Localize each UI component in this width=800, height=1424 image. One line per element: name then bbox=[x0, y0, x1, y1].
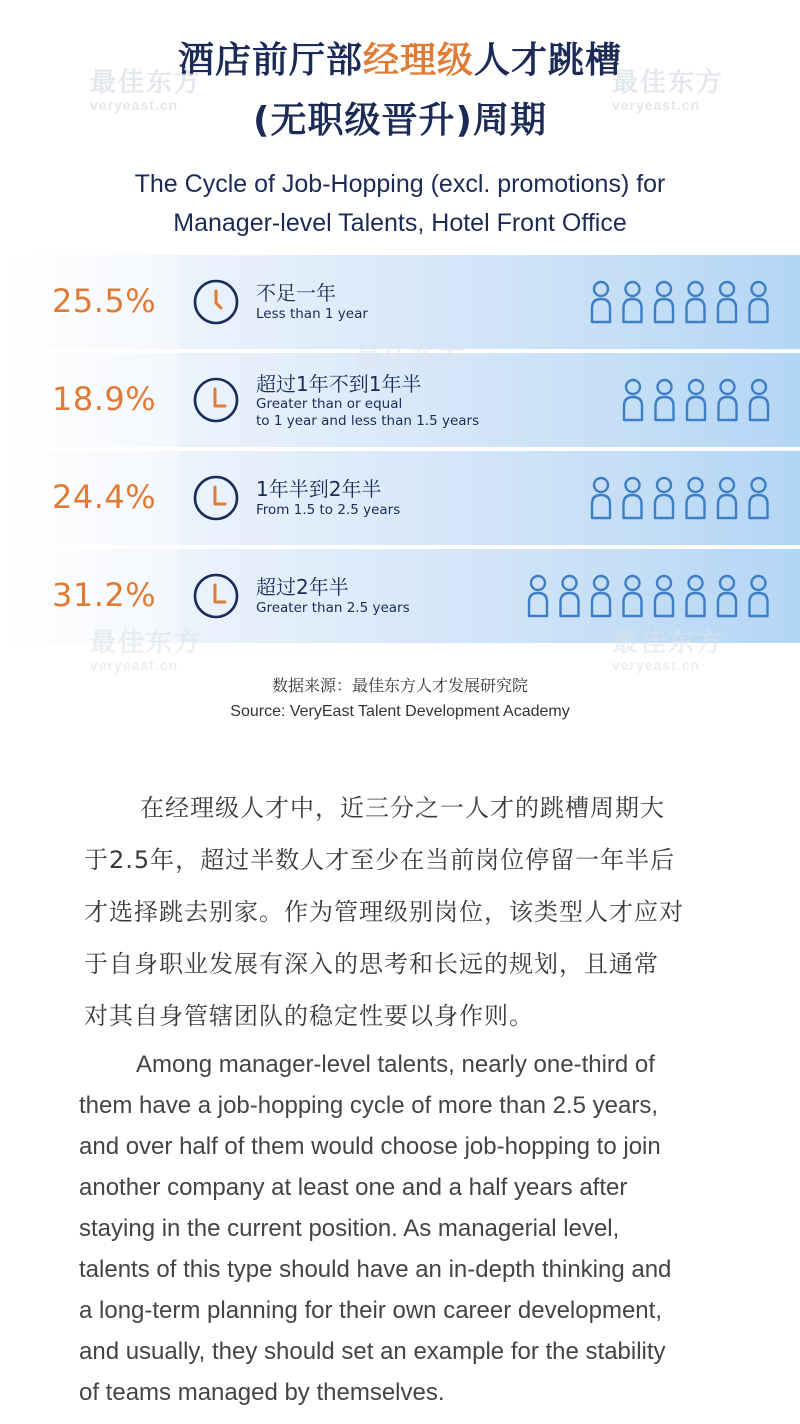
source-zh: 数据来源：最佳东方人才发展研究院 bbox=[271, 676, 528, 695]
paragraph-en-line: and over half of them would choose job-hopping to join bbox=[79, 1133, 661, 1160]
percentage-label: 25.5% bbox=[52, 282, 157, 320]
title-part-3: 人才跳槽 bbox=[474, 40, 623, 81]
category-label-en-line: to 1 year and less than 1.5 years bbox=[256, 413, 480, 429]
chart-row bbox=[0, 451, 800, 545]
paragraph-zh bbox=[84, 782, 744, 1042]
watermark-site: veryeast.cn bbox=[90, 657, 179, 673]
percentage-label: 31.2% bbox=[52, 576, 157, 614]
person-icon bbox=[655, 282, 673, 322]
clock-icon bbox=[192, 278, 240, 326]
person-icon bbox=[592, 478, 610, 518]
category-label-en-line: Greater than or equal bbox=[256, 396, 403, 412]
watermark-brand: 最佳东方 bbox=[612, 628, 725, 658]
person-icon bbox=[592, 282, 610, 322]
paragraph-en-line: a long-term planning for their own career development, bbox=[79, 1297, 662, 1324]
person-icon bbox=[687, 380, 705, 420]
category-label-en-line: From 1.5 to 2.5 years bbox=[256, 502, 401, 518]
paragraph-en-line: staying in the current position. As managerial level, bbox=[79, 1215, 620, 1242]
person-icon bbox=[687, 576, 705, 616]
watermark-brand: 最佳东方 bbox=[90, 628, 203, 658]
paragraph-en bbox=[79, 1044, 779, 1413]
title-part-1: 酒店前厅部 bbox=[177, 40, 363, 81]
watermark-brand: 最佳东方 bbox=[90, 68, 203, 98]
person-icon bbox=[529, 576, 547, 616]
chart-row bbox=[0, 353, 800, 447]
paragraph-en-line: and usually, they should set an example for the stability bbox=[79, 1338, 666, 1365]
category-label-zh: 不足一年 bbox=[256, 281, 336, 305]
person-icon bbox=[750, 282, 768, 322]
category-label-en-line: Greater than 2.5 years bbox=[256, 600, 410, 616]
watermark-site: veryeast.cn bbox=[90, 97, 179, 113]
category-label-zh: 超过1年不到1年半 bbox=[256, 372, 422, 396]
chart-row bbox=[0, 255, 800, 349]
person-icon bbox=[655, 478, 673, 518]
category-label-en-line: Less than 1 year bbox=[256, 306, 368, 322]
title-zh-line2: (无职级晋升)周期 bbox=[253, 100, 547, 141]
person-icon bbox=[718, 478, 736, 518]
percentage-label: 24.4% bbox=[52, 478, 157, 516]
clock-icon bbox=[192, 572, 240, 620]
watermark-site: veryeast.cn bbox=[612, 97, 701, 113]
paragraph-en-line: another company at least one and a half years after bbox=[79, 1174, 628, 1201]
person-icon bbox=[718, 282, 736, 322]
person-icon bbox=[592, 576, 610, 616]
paragraph-zh-line: 于自身职业发展有深入的思考和长远的规划，且通常 bbox=[84, 950, 659, 978]
person-icon bbox=[655, 576, 673, 616]
job-hopping-chart bbox=[0, 255, 800, 657]
paragraph-zh-line: 才选择跳去别家。作为管理级别岗位，该类型人才应对 bbox=[84, 898, 684, 926]
paragraph-zh-line: 在经理级人才中，近三分之一人才的跳槽周期大 bbox=[140, 794, 665, 822]
person-icon bbox=[750, 576, 768, 616]
clock-icon bbox=[192, 376, 240, 424]
person-icon bbox=[719, 380, 737, 420]
category-label-en bbox=[256, 600, 410, 617]
paragraph-zh-line: 于2.5年，超过半数人才至少在当前岗位停留一年半后 bbox=[84, 846, 676, 874]
person-icon bbox=[561, 576, 579, 616]
person-icon bbox=[750, 478, 768, 518]
people-icons bbox=[527, 549, 770, 643]
watermark-brand: 最佳东方 bbox=[355, 343, 468, 373]
people-icons bbox=[590, 451, 770, 545]
source-en: Source: VeryEast Talent Development Academy bbox=[230, 703, 570, 720]
category-label-zh: 超过2年半 bbox=[256, 575, 349, 599]
percentage-label: 18.9% bbox=[52, 380, 157, 418]
watermark-brand: 最佳东方 bbox=[612, 68, 725, 98]
person-icon bbox=[687, 282, 705, 322]
chart-row bbox=[0, 549, 800, 643]
title-en-line1: The Cycle of Job-Hopping (excl. promotions) for bbox=[134, 170, 666, 198]
paragraph-en-line: talents of this type should have an in-depth thinking and bbox=[79, 1256, 672, 1283]
person-icon bbox=[656, 380, 674, 420]
people-icons bbox=[590, 255, 770, 349]
paragraph-en-line: them have a job-hopping cycle of more than 2.5 years, bbox=[79, 1092, 658, 1119]
clock-icon bbox=[192, 474, 240, 522]
person-icon bbox=[687, 478, 705, 518]
watermark-site: veryeast.cn bbox=[612, 657, 701, 673]
category-label-en bbox=[256, 502, 400, 519]
title-highlight: 经理级 bbox=[362, 40, 474, 81]
people-icons bbox=[622, 353, 770, 447]
category-label-en bbox=[256, 306, 368, 323]
paragraph-en-line: Among manager-level talents, nearly one-third of bbox=[136, 1051, 655, 1078]
person-icon bbox=[624, 478, 642, 518]
person-icon bbox=[750, 380, 768, 420]
category-label-en bbox=[256, 396, 479, 430]
person-icon bbox=[718, 576, 736, 616]
title-zh-line1 bbox=[0, 32, 800, 83]
person-icon bbox=[624, 380, 642, 420]
paragraph-zh-line: 对其自身管辖团队的稳定性要以身作则。 bbox=[84, 1002, 534, 1030]
person-icon bbox=[624, 576, 642, 616]
title-en-line2: Manager-level Talents, Hotel Front Office bbox=[173, 209, 627, 237]
category-label-zh: 1年半到2年半 bbox=[256, 477, 382, 501]
person-icon bbox=[624, 282, 642, 322]
paragraph-en-line: of teams managed by themselves. bbox=[79, 1379, 445, 1406]
